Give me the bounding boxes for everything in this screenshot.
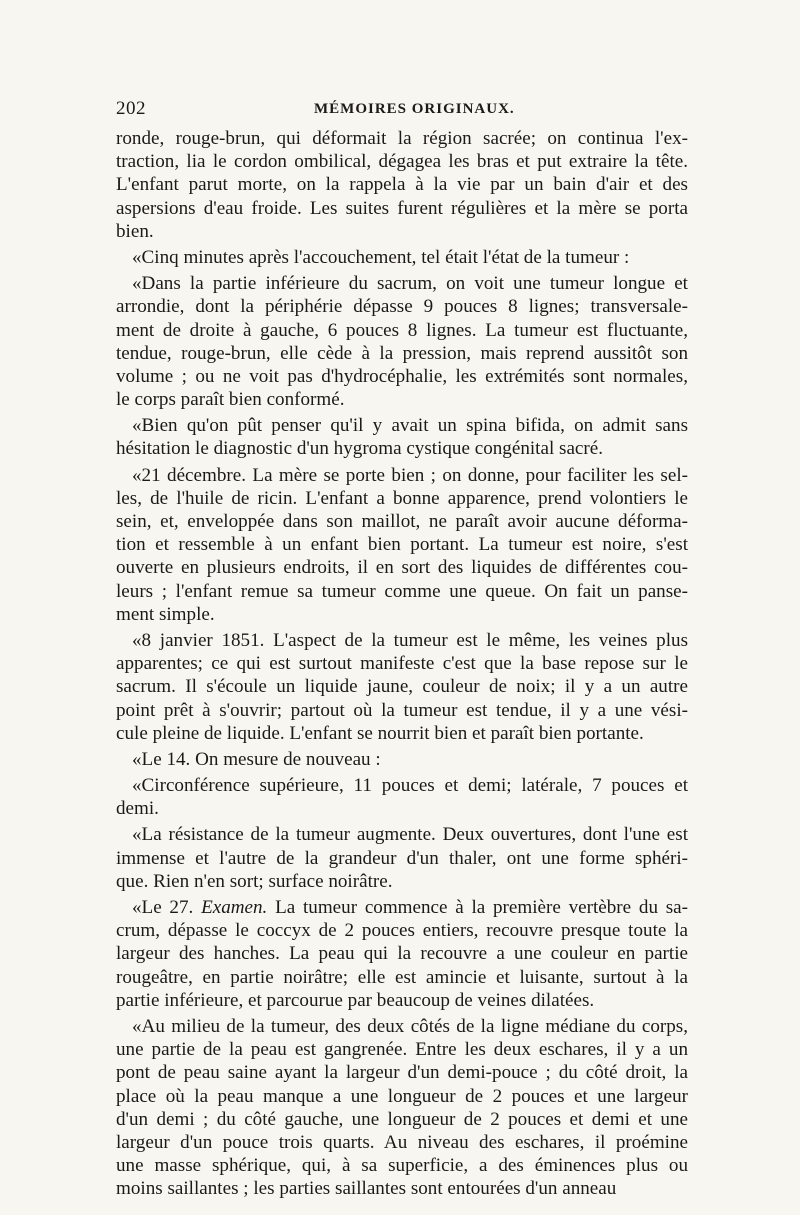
text-line: «Bien qu'on pût penser qu'il y avait un spina bifida, on admit sans xyxy=(132,415,688,437)
text-line: les, de l'huile de ricin. L'enfant a bonne apparence, prend volontiers le xyxy=(116,487,688,509)
paragraph xyxy=(116,246,688,269)
paragraph xyxy=(116,1015,688,1201)
text-line: que. Rien n'en sort; surface noirâtre. xyxy=(116,870,393,892)
text-line: «8 janvier 1851. L'aspect de la tumeur est le même, les veines plus xyxy=(132,629,688,651)
text-line: hésitation le diagnostic d'un hygroma cystique congénital sacré. xyxy=(116,438,604,460)
text-line: L'enfant parut morte, on la rappela à la vie par un bain d'air et des xyxy=(116,174,688,196)
text-line: une masse sphérique, qui, à sa superficie, a des éminences plus ou xyxy=(116,1155,688,1177)
text-line: sacrum. Il s'écoule un liquide jaune, couleur de noix; il y a un autre xyxy=(116,676,688,698)
text-line: «Dans la partie inférieure du sacrum, on voit une tumeur longue et xyxy=(132,273,688,295)
page-header xyxy=(116,98,688,126)
text-line: arrondie, dont la périphérie dépasse 9 pouces 8 lignes; transversale- xyxy=(116,296,688,318)
paragraph xyxy=(116,127,688,243)
text-line: largeur des hanches. La peau qui la recouvre a une couleur en partie xyxy=(116,943,688,965)
text-line: sein, et, enveloppée dans son maillot, ne paraît avoir aucune déforma- xyxy=(116,511,688,532)
text-line: ment de droite à gauche, 6 pouces 8 lignes. La tumeur est fluctuante, xyxy=(116,319,688,341)
text-line: place où la peau manque a une longueur de 2 pouces et une largeur xyxy=(116,1085,688,1107)
text-line: rougeâtre, en partie noirâtre; elle est amincie et luisante, surtout à la xyxy=(116,966,688,988)
text-line: bien. xyxy=(116,220,154,242)
text-line: «Le 27. Examen. La tumeur commence à la première vertèbre du sa- xyxy=(132,897,689,918)
text-line: ment simple. xyxy=(116,603,215,625)
paragraph xyxy=(116,464,688,626)
text-line: «21 décembre. La mère se porte bien ; on donne, pour faciliter les sel- xyxy=(132,464,688,486)
running-title: MÉMOIRES ORIGINAUX. xyxy=(314,101,515,117)
text-line: largeur d'un pouce trois quarts. Au niveau des eschares, il proémine xyxy=(116,1131,688,1153)
text-line: tion et ressemble à un enfant bien portant. La tumeur est noire, s'est xyxy=(116,534,688,556)
text-line: moins saillantes ; les parties saillantes sont entourées d'un anneau xyxy=(116,1178,617,1200)
text-line: traction, lia le cordon ombilical, dégagea les bras et put extraire la tête. xyxy=(116,151,688,173)
text-line: une partie de la peau est gangrenée. Entre les deux eschares, il y a un xyxy=(116,1039,688,1061)
body-text xyxy=(116,127,688,1203)
text-line: pont de peau saine ayant la largeur d'un demi-pouce ; du côté droit, la xyxy=(116,1062,688,1084)
page-number: 202 xyxy=(116,98,146,119)
paragraph xyxy=(116,748,688,771)
text-line: ronde, rouge-brun, qui déformait la région sacrée; on continua l'ex- xyxy=(116,128,688,149)
paragraph xyxy=(116,272,688,411)
text-line: «Au milieu de la tumeur, des deux côtés de la ligne médiane du corps, xyxy=(132,1015,688,1037)
paragraph xyxy=(116,629,688,745)
text-line: volume ; ou ne voit pas d'hydrocéphalie, les extrémités sont normales, xyxy=(116,365,688,387)
text-line: ouverte en plusieurs endroits, il en sort des liquides de différentes cou- xyxy=(116,557,688,579)
text-line: point prêt à s'ouvrir; partout où la tumeur est tendue, il y a une vési- xyxy=(116,699,688,721)
text-line: cule pleine de liquide. L'enfant se nourrit bien et paraît bien portante. xyxy=(116,722,644,744)
text-line: «Circonférence supérieure, 11 pouces et demi; latérale, 7 pouces et xyxy=(132,775,688,797)
text-line: «La résistance de la tumeur augmente. Deux ouvertures, dont l'une est xyxy=(132,824,688,846)
text-line: demi. xyxy=(116,798,159,820)
text-line: immense et l'autre de la grandeur d'un thaler, ont une forme sphéri- xyxy=(116,847,688,869)
paragraph xyxy=(116,823,688,893)
text-line: «Cinq minutes après l'accouchement, tel était l'état de la tumeur : xyxy=(132,246,630,268)
text-line: tendue, rouge-brun, elle cède à la pression, mais reprend aussitôt son xyxy=(116,342,688,364)
text-line: «Le 14. On mesure de nouveau : xyxy=(132,748,381,770)
paragraph xyxy=(116,896,688,1012)
paragraph xyxy=(116,774,688,820)
text-line: aspersions d'eau froide. Les suites furent régulières et la mère se porta xyxy=(116,197,688,219)
text-line: partie inférieure, et parcourue par beaucoup de veines dilatées. xyxy=(116,989,595,1011)
text-line: crum, dépasse le coccyx de 2 pouces entiers, recouvre presque toute la xyxy=(116,920,688,942)
text-line: leurs ; l'enfant remue sa tumeur comme une queue. On fait un panse- xyxy=(116,580,688,602)
text-line: apparentes; ce qui est surtout manifeste c'est que la base repose sur le xyxy=(116,653,688,675)
text-line: le corps paraît bien conformé. xyxy=(116,389,345,411)
text-line: d'un demi ; du côté gauche, une longueur de 2 pouces et demi et une xyxy=(116,1108,688,1130)
paragraph xyxy=(116,414,688,460)
